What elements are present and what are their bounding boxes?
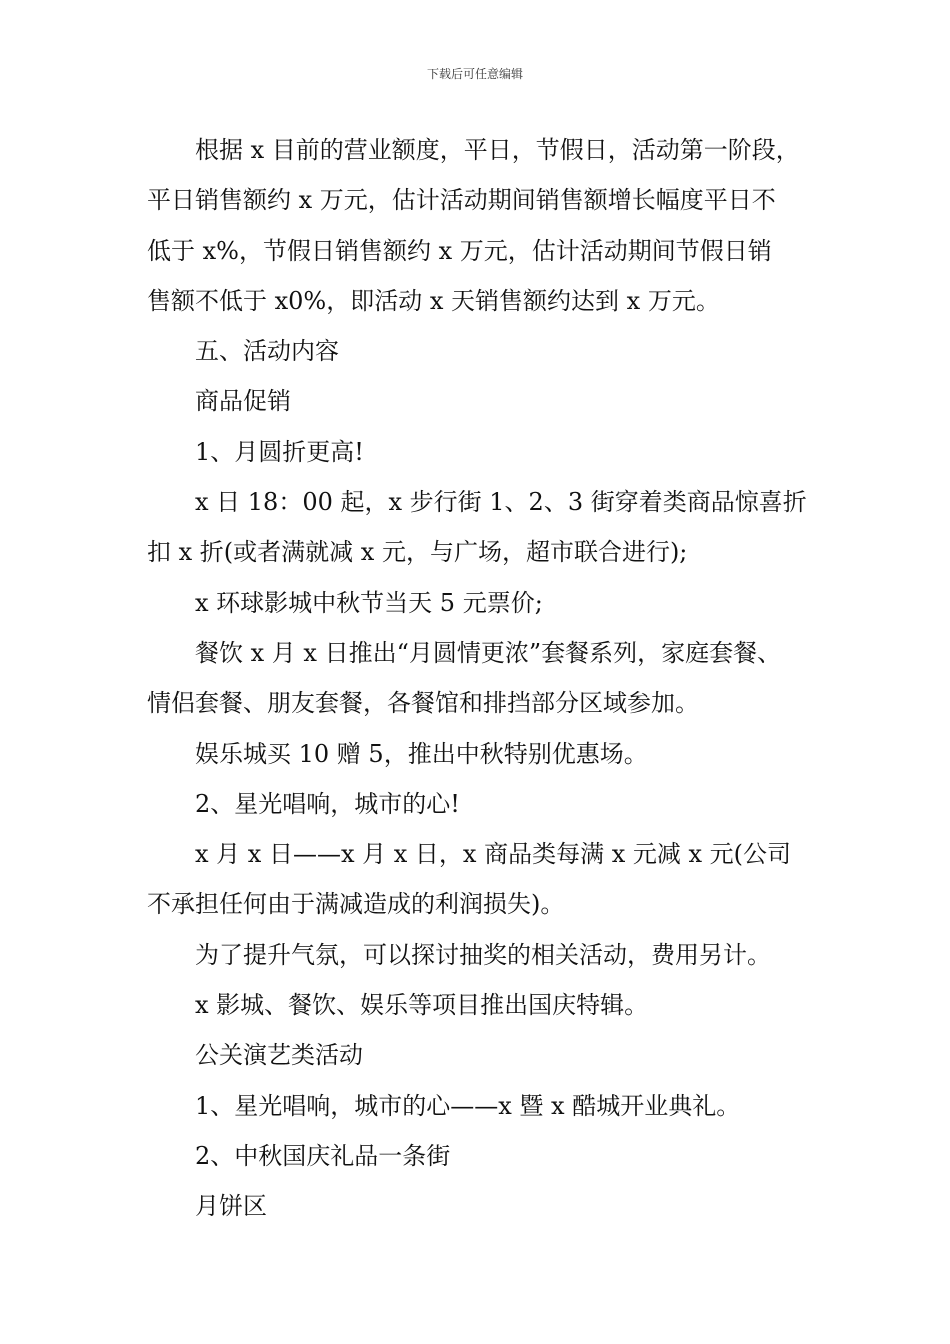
subsection-heading: 商品促销 xyxy=(195,387,291,416)
body-line: 售额不低于 x0%，即活动 x 天销售额约达到 x 万元。 xyxy=(147,286,720,315)
body-line: 娱乐城买 10 赠 5，推出中秋特别优惠场。 xyxy=(195,739,648,768)
item-heading: 2、星光唱响，城市的心! xyxy=(195,789,460,818)
body-line: 根据 x 目前的营业额度，平日，节假日，活动第一阶段， xyxy=(195,136,800,164)
body-line: 扣 x 折(或者满就减 x 元，与广场，超市联合进行); xyxy=(147,538,688,567)
body-line: x 影城、餐饮、娱乐等项目推出国庆特辑。 xyxy=(195,991,649,1020)
document-body xyxy=(147,125,817,1232)
body-line: x 月 x 日——x 月 x 日，x 商品类每满 x 元减 x 元(公司 xyxy=(195,840,792,869)
item-heading: 2、中秋国庆礼品一条街 xyxy=(195,1141,451,1170)
body-line: 不承担任何由于满减造成的利润损失)。 xyxy=(147,890,565,919)
body-line: x 日 18：00 起，x 步行街 1、2、3 街穿着类商品惊喜折 xyxy=(195,488,807,517)
subsection-heading: 公关演艺类活动 xyxy=(195,1041,363,1070)
body-line: x 环球影城中秋节当天 5 元票价; xyxy=(195,588,543,617)
item-heading: 1、星光唱响，城市的心——x 暨 x 酷城开业典礼。 xyxy=(195,1091,741,1120)
body-line: 为了提升气氛，可以探讨抽奖的相关活动，费用另计。 xyxy=(195,940,771,969)
body-line: 月饼区 xyxy=(195,1192,267,1221)
item-heading: 1、月圆折更高! xyxy=(195,437,364,466)
section-heading: 五、活动内容 xyxy=(195,337,339,366)
page-header: 下载后可任意编辑 xyxy=(426,67,523,81)
body-line: 平日销售额约 x 万元，估计活动期间销售额增长幅度平日不 xyxy=(147,186,776,215)
body-line: 餐饮 x 月 x 日推出“月圆情更浓”套餐系列，家庭套餐、 xyxy=(195,638,782,667)
body-line: 低于 x%，节假日销售额约 x 万元，估计活动期间节假日销 xyxy=(147,236,772,265)
body-line: 情侣套餐、朋友套餐，各餐馆和排挡部分区域参加。 xyxy=(147,689,699,718)
